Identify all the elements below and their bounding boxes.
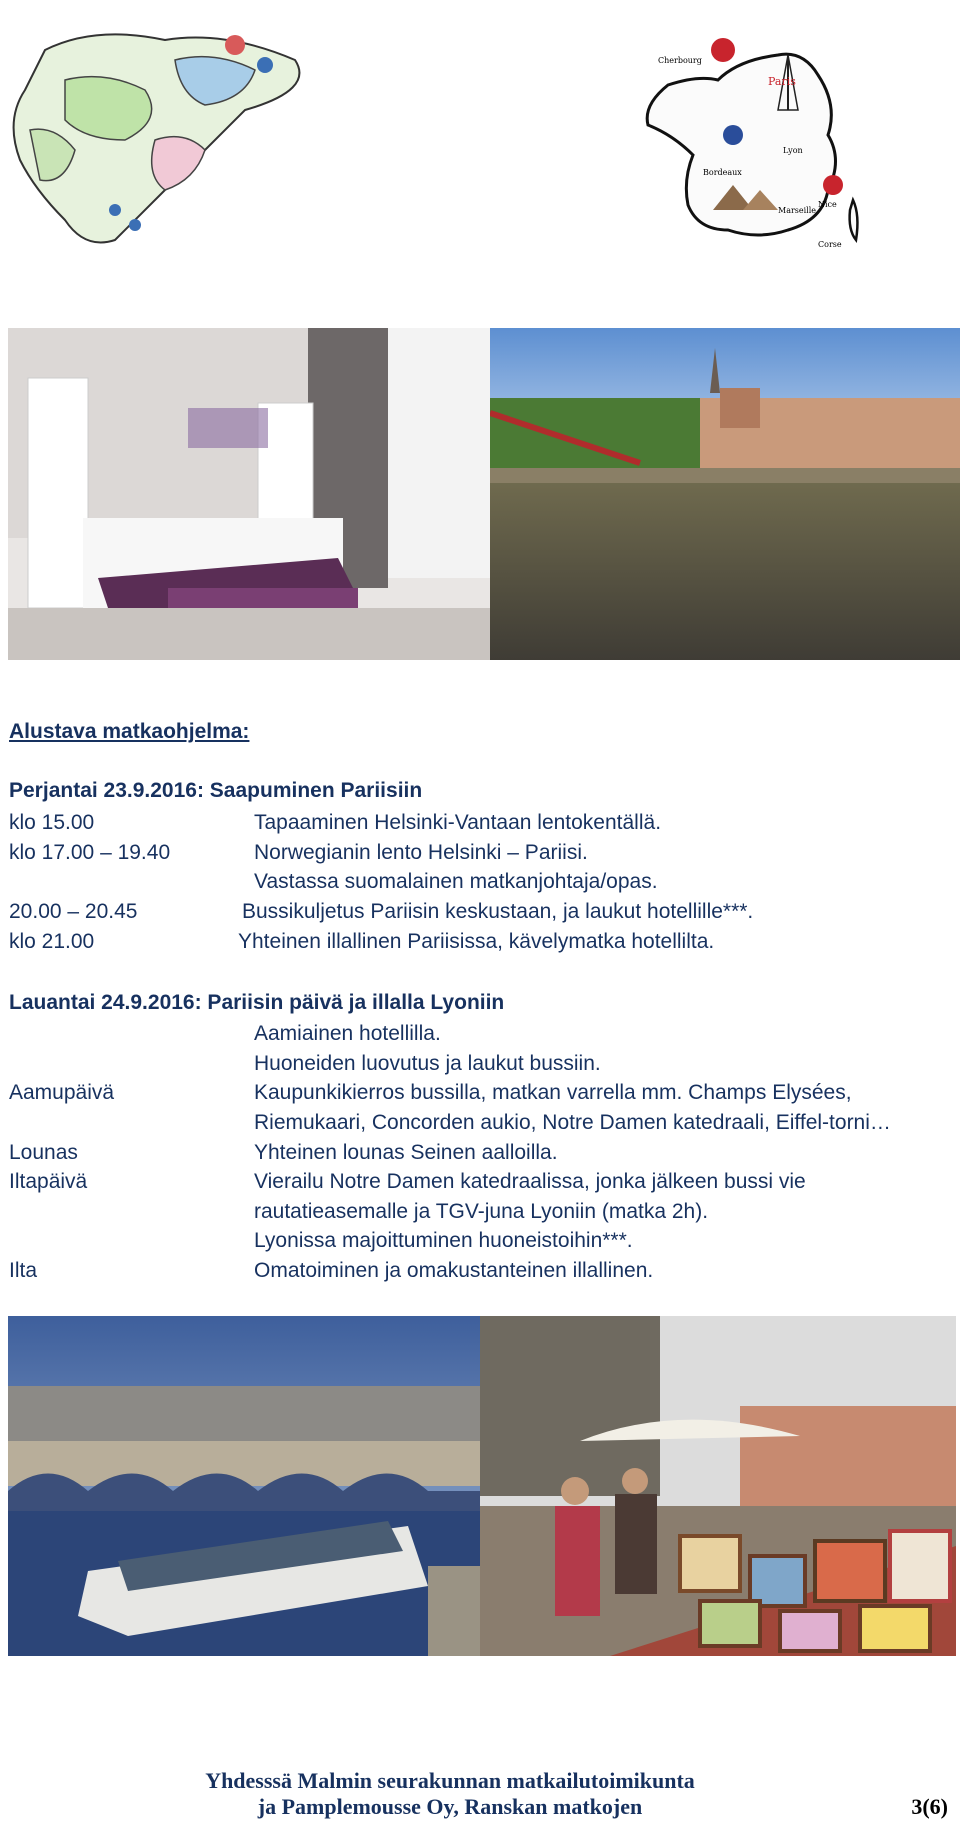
day2-row xyxy=(9,1257,949,1285)
schedule-description: Bussikuljetus Pariisin keskustaan, ja laukut hotellille***. xyxy=(242,900,754,923)
day1-row xyxy=(9,898,949,926)
schedule-description: Huoneiden luovutus ja laukut bussiin. xyxy=(254,1052,601,1075)
day1-row xyxy=(9,809,949,837)
schedule-time: Aamupäivä xyxy=(9,1081,115,1104)
schedule-description: Tapaaminen Helsinki-Vantaan lentokentällä. xyxy=(254,811,662,834)
france-map-label: Marseille xyxy=(778,206,817,215)
france-map-label: Nice xyxy=(818,200,837,209)
schedule-time: klo 21.00 xyxy=(9,930,95,953)
france-map-label: Lyon xyxy=(783,146,803,155)
schedule-description: Aamiainen hotellilla. xyxy=(254,1022,441,1045)
day2-row xyxy=(9,1109,949,1137)
day2-row xyxy=(9,1079,949,1107)
schedule-description: rautatieasemalle ja TGV-juna Lyoniin (matka 2h). xyxy=(254,1200,709,1223)
schedule-description: Yhteinen illallinen Pariisissa, kävelymatka hotellilta. xyxy=(238,930,715,953)
footer-line-2: ja Pamplemousse Oy, Ranskan matkojen xyxy=(257,1794,643,1819)
lyon-riverside-photo xyxy=(490,328,960,660)
france-map-label: Cherbourg xyxy=(658,56,702,65)
france-map-label: Paris xyxy=(768,75,796,88)
schedule-description: Norwegianin lento Helsinki – Pariisi. xyxy=(254,841,588,864)
day2-row xyxy=(9,1198,949,1226)
schedule-description: Lyonissa majoittuminen huoneistoihin***. xyxy=(254,1229,633,1252)
schedule-time: klo 17.00 – 19.40 xyxy=(9,841,171,864)
schedule-description: Vierailu Notre Damen katedraalissa, jonka jälkeen bussi vie xyxy=(254,1170,806,1193)
schedule-time: Iltapäivä xyxy=(9,1170,88,1193)
day1-row xyxy=(9,868,949,896)
schedule-description: Vastassa suomalainen matkanjohtaja/opas. xyxy=(254,870,658,893)
france-map-illustration xyxy=(628,15,868,265)
schedule-time: 20.00 – 20.45 xyxy=(9,900,138,923)
paris-river-boat-photo xyxy=(8,1316,480,1656)
program-title: Alustava matkaohjelma: xyxy=(9,720,250,743)
hotel-room-photo xyxy=(8,328,490,660)
nordic-map-illustration xyxy=(5,10,335,265)
schedule-description: Riemukaari, Concorden aukio, Notre Damen katedraali, Eiffel-torni… xyxy=(254,1111,891,1134)
page-number: 3(6) xyxy=(911,1794,948,1819)
schedule-description: Omatoiminen ja omakustanteinen illallinen. xyxy=(254,1259,654,1282)
day2-row xyxy=(9,1050,949,1078)
schedule-time: Lounas xyxy=(9,1141,78,1164)
day2-row xyxy=(9,1020,949,1048)
footer-line-1: Yhdesssä Malmin seurakunnan matkailutoimikunta xyxy=(205,1768,695,1793)
day1-row xyxy=(9,839,949,867)
france-map-label: Corse xyxy=(818,240,842,249)
day1-row xyxy=(9,928,949,956)
paris-art-market-photo xyxy=(480,1316,956,1656)
day2-heading: Lauantai 24.9.2016: Pariisin päivä ja illalla Lyoniin xyxy=(9,991,505,1014)
day2-row xyxy=(9,1227,949,1255)
schedule-description: Yhteinen lounas Seinen aalloilla. xyxy=(254,1141,558,1164)
france-map-label: Bordeaux xyxy=(703,168,742,177)
day2-row xyxy=(9,1139,949,1167)
day2-row xyxy=(9,1168,949,1196)
schedule-description: Kaupunkikierros bussilla, matkan varrella mm. Champs Elysées, xyxy=(254,1081,852,1104)
schedule-time: klo 15.00 xyxy=(9,811,95,834)
day1-heading: Perjantai 23.9.2016: Saapuminen Pariisiin xyxy=(9,779,423,802)
schedule-time: Ilta xyxy=(9,1259,38,1282)
